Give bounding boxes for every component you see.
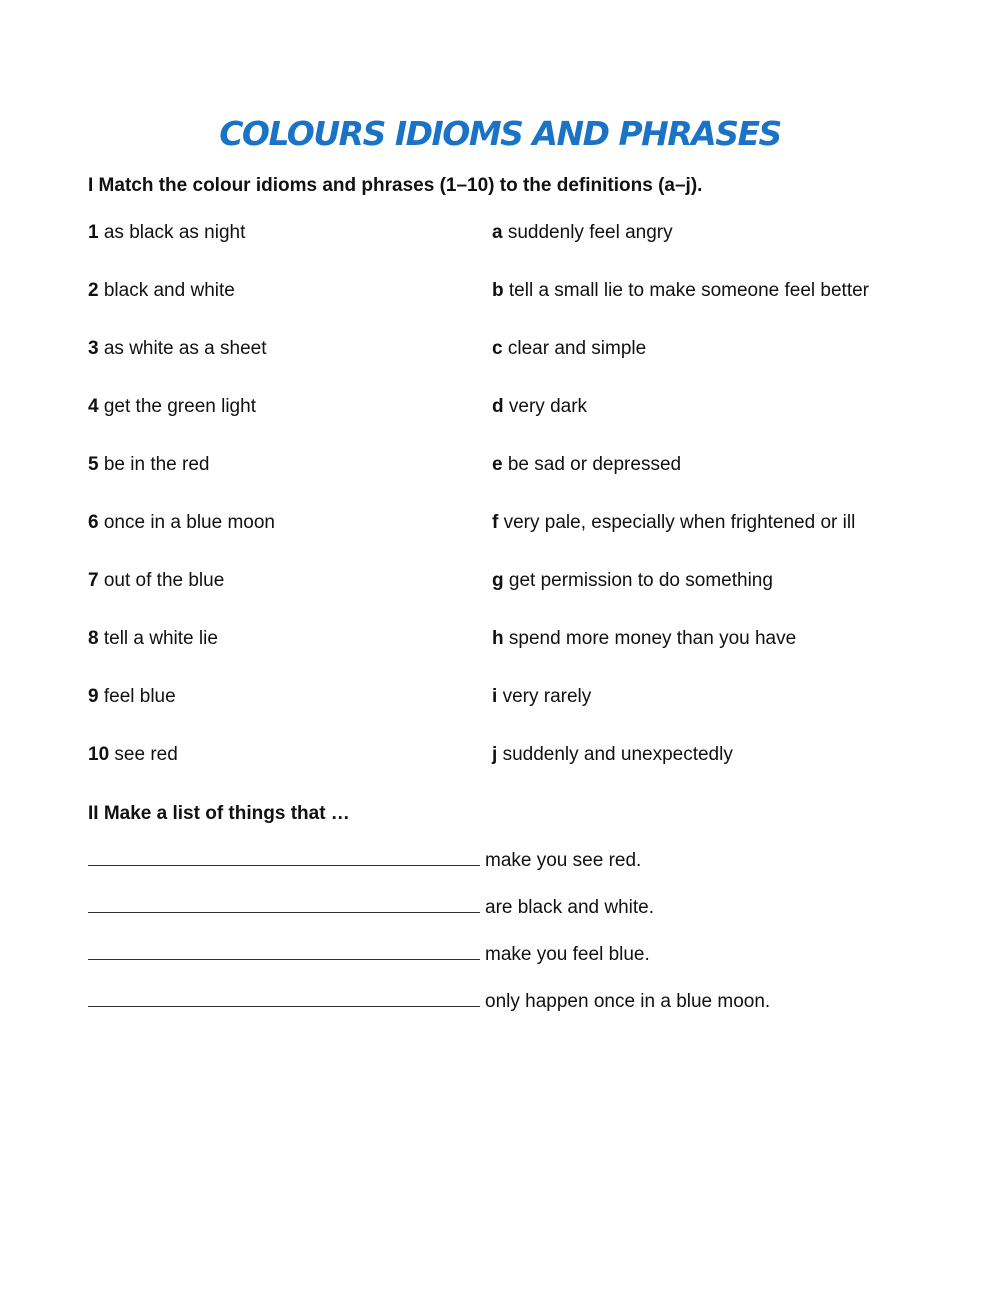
idiom-text: once in a blue moon	[103, 512, 275, 533]
idiom-number: 3	[88, 338, 99, 359]
definition-letter: f	[492, 512, 499, 533]
answer-blank[interactable]	[88, 849, 480, 866]
definition-text: tell a small lie to make someone feel better	[508, 280, 870, 301]
idiom-number: 9	[88, 686, 99, 707]
idiom-text: feel blue	[103, 686, 176, 707]
idiom-text: tell a white lie	[103, 628, 218, 649]
definition-item[interactable]	[492, 280, 869, 302]
match-row	[88, 628, 948, 654]
definition-text: suddenly feel angry	[507, 222, 673, 243]
definition-item[interactable]	[492, 570, 773, 592]
definition-text: very dark	[508, 396, 588, 417]
definition-letter: g	[492, 570, 504, 591]
idiom-number: 6	[88, 512, 99, 533]
section-1-heading: I Match the colour idioms and phrases (1–10) to the definitions (a–j).	[88, 175, 703, 196]
idiom-item[interactable]	[88, 570, 224, 592]
idiom-item[interactable]	[88, 686, 176, 708]
match-row	[88, 454, 948, 480]
idiom-item[interactable]	[88, 280, 235, 302]
list-item	[88, 849, 641, 872]
page-title: COLOURS IDIOMS AND PHRASES	[219, 114, 781, 153]
definition-text: suddenly and unexpectedly	[502, 744, 733, 765]
match-row	[88, 744, 948, 770]
definition-text: spend more money than you have	[508, 628, 797, 649]
definition-letter: i	[492, 686, 498, 707]
definition-text: clear and simple	[507, 338, 647, 359]
idiom-number: 8	[88, 628, 99, 649]
idiom-item[interactable]	[88, 222, 245, 244]
section-2-heading: II Make a list of things that …	[88, 803, 350, 824]
match-row	[88, 280, 948, 306]
definition-letter: d	[492, 396, 504, 417]
match-row	[88, 222, 948, 248]
match-row	[88, 512, 948, 538]
idiom-text: get the green light	[103, 396, 256, 417]
idiom-text: see red	[114, 744, 178, 765]
definition-item[interactable]	[492, 396, 587, 418]
list-item-text: make you feel blue.	[485, 944, 650, 965]
idiom-number: 1	[88, 222, 99, 243]
definition-letter: c	[492, 338, 503, 359]
definition-text: very rarely	[502, 686, 592, 707]
definition-item[interactable]	[492, 454, 681, 476]
idiom-item[interactable]	[88, 396, 256, 418]
definition-letter: a	[492, 222, 503, 243]
idiom-text: as white as a sheet	[103, 338, 267, 359]
definition-item[interactable]	[492, 744, 733, 766]
idiom-number: 5	[88, 454, 99, 475]
definition-letter: e	[492, 454, 503, 475]
match-row	[88, 338, 948, 364]
list-item	[88, 943, 650, 966]
definition-item[interactable]	[492, 686, 591, 708]
definition-letter: h	[492, 628, 504, 649]
definition-text: get permission to do something	[508, 570, 773, 591]
answer-blank[interactable]	[88, 896, 480, 913]
definition-item[interactable]	[492, 222, 673, 244]
list-item-text: are black and white.	[485, 897, 654, 918]
list-item	[88, 896, 654, 919]
list-item	[88, 990, 770, 1013]
idiom-item[interactable]	[88, 512, 275, 534]
definition-letter: j	[492, 744, 498, 765]
match-row	[88, 570, 948, 596]
list-item-text: make you see red.	[485, 850, 642, 871]
idiom-item[interactable]	[88, 454, 210, 476]
idiom-number: 7	[88, 570, 99, 591]
idiom-item[interactable]	[88, 338, 267, 360]
definition-text: be sad or depressed	[507, 454, 682, 475]
idiom-text: as black as night	[103, 222, 246, 243]
idiom-number: 10	[88, 744, 110, 765]
idiom-text: black and white	[103, 280, 235, 301]
match-row	[88, 686, 948, 712]
idiom-number: 4	[88, 396, 99, 417]
definition-item[interactable]	[492, 628, 796, 650]
answer-blank[interactable]	[88, 943, 480, 960]
list-item-text: only happen once in a blue moon.	[485, 991, 771, 1012]
definition-item[interactable]	[492, 512, 855, 534]
match-row	[88, 396, 948, 422]
idiom-number: 2	[88, 280, 99, 301]
idiom-item[interactable]	[88, 744, 178, 766]
idiom-text: be in the red	[103, 454, 210, 475]
definition-letter: b	[492, 280, 504, 301]
definition-item[interactable]	[492, 338, 646, 360]
answer-blank[interactable]	[88, 990, 480, 1007]
idiom-item[interactable]	[88, 628, 218, 650]
definition-text: very pale, especially when frightened or ill	[503, 512, 856, 533]
idiom-text: out of the blue	[103, 570, 225, 591]
